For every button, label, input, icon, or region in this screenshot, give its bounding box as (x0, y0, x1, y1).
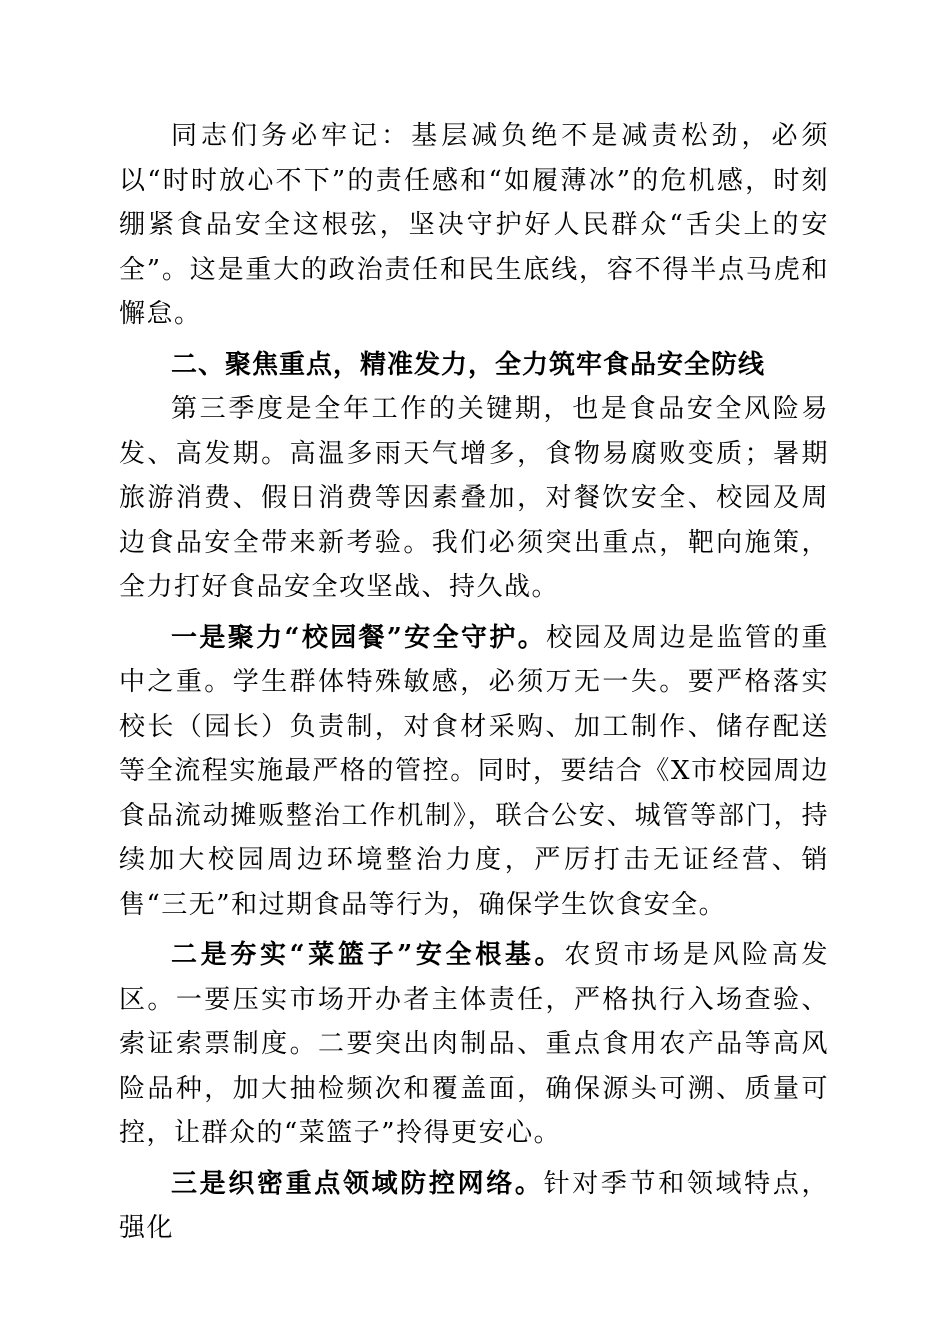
paragraph-lead: 二是夯实“菜篮子”安全根基。 (171, 940, 565, 970)
paragraph-lead: 三是织密重点领域防控网络。 (171, 1168, 544, 1199)
paragraph-text: 针对季节和领域特点，强化 (119, 1168, 829, 1243)
paragraph-reminder (119, 114, 829, 337)
paragraph-text: 同志们务必牢记：基层减负绝不是减责松劲，必须以“时时放心不下”的责任感和“如履薄冰”的危机感，时刻绷紧食品安全这根弦，坚决守护好人民群众“舌尖上的安全”。这是重大的政治责任和民生底线，容不得半点马虎和懈怠。 (119, 121, 829, 329)
section-heading (119, 343, 829, 388)
paragraph-third-quarter (119, 387, 829, 610)
paragraph-lead: 一是聚力“校园餐”安全守护。 (171, 622, 547, 653)
section-heading-text: 二、聚焦重点，精准发力，全力筑牢食品安全防线 (171, 349, 766, 380)
paragraph-vegetable-basket (119, 933, 829, 1156)
paragraph-key-areas (119, 1162, 829, 1251)
paragraph-text: 第三季度是全年工作的关键期，也是食品安全风险易发、高发期。高温多雨天气增多，食物易腐败变质；暑期旅游消费、假日消费等因素叠加，对餐饮安全、校园及周边食品安全带来新考验。我们必须突出重点，靶向施策，全力打好食品安全攻坚战、持久战。 (119, 394, 829, 602)
paragraph-text: 农贸市场是风险高发区。一要压实市场开办者主体责任，严格执行入场查验、索证索票制度。二要突出肉制品、重点食用农产品等高风险品种，加大抽检频次和覆盖面，确保源头可溯、质量可控，让群众的“菜篮子”拎得更安心。 (119, 940, 829, 1148)
paragraph-text: 校园及周边是监管的重中之重。学生群体特殊敏感，必须万无一失。要严格落实校长（园长）负责制，对食材采购、加工制作、储存配送等全流程实施最严格的管控。同时，要结合《X市校园周边食品流动摊贩整治工作机制》，联合公安、城管等部门，持续加大校园周边环境整治力度，严厉打击无证经营、销售“三无”和过期食品等行为，确保学生饮食安全。 (119, 622, 829, 920)
document-body (119, 114, 829, 1251)
paragraph-campus-meals (119, 616, 829, 928)
